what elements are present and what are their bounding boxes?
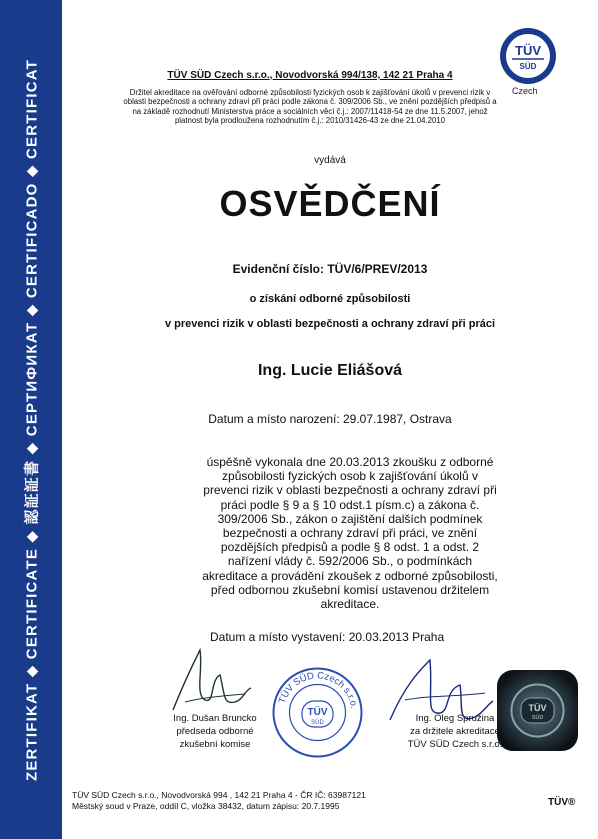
holder-name: Ing. Lucie Eliášová xyxy=(257,362,403,379)
tuv-stamp-icon xyxy=(270,665,365,760)
accreditation-text: Držitel akreditace na ověřování odborné způsobilosti fyzických osob k zajišťování úkolů v prevenci rizik v oblasti bezpečnosti a ochrany zdraví při práci podle zákona č. 309/2006 Sb., ve znění pozdějších předpisů a na základě rozhodnutí Ministerstva práce a sociálních věcí č.j.: 2007/11418-54 ze dne 11.5.2007, jehož platnost byla prodloužena rozhodnutím č.j.: 2010/31426-43 ze dne 21.04.2010 xyxy=(123,88,497,126)
certificate-title: OSVĚDČENÍ xyxy=(219,183,441,224)
issues-label: vydává xyxy=(314,155,346,166)
signatory-right-role2: TÜV SÜD Czech s.r.o. xyxy=(407,739,503,750)
holo-mark-line1: TÜV xyxy=(528,703,547,713)
stamp-ring-text: TÜV SÜD Czech s.r.o. xyxy=(276,670,360,710)
certificate-body: úspěšně vykonala dne 20.03.2013 zkoušku z odborné způsobilosti fyzických osob k zajišťování úkolů v prevenci rizik v oblasti bezpečnosti a ochrany zdraví při práci podle § 9 a § 10 odst.1 písm.c) a zákona č. 309/2006 Sb., zákon o zajištění dalších podmínek bezpečnosti a ochrany zdraví při práci, ve znění pozdějších předpisů a podle § 8 odst. 1 a odst. 2 nařízení vlády č. 592/2006 Sb., o podmínkách akreditace a provádění zkoušek z odborné způsobilosti, před odbornou zkušební komisí ustavenou držitelem akreditace. xyxy=(202,455,498,612)
footer-line1: TÜV SÜD Czech s.r.o., Novodvorská 994 , 142 21 Praha 4 - ČR IČ: 63987121 xyxy=(72,790,366,800)
signatory-right-name: Ing. Oleg Spružina xyxy=(415,713,495,724)
birth-info: Datum a místo narození: 29.07.1987, Ostrava xyxy=(208,412,452,426)
sidebar-text: ZERTIFIKAT ◆ CERTIFICATE ◆ 認証証書 ◆ СЕРТИФИКАТ ◆ CERTIFICADO ◆ CERTIFICAT xyxy=(23,58,41,781)
footer-logo: TÜV® xyxy=(548,797,576,808)
signatory-right-role1: za držitele akreditace xyxy=(410,726,500,737)
stamp-mark-line2: SÜD xyxy=(311,720,324,726)
signatory-left xyxy=(150,712,280,751)
footer-info xyxy=(72,790,366,812)
evidence-number: Evidenční číslo: TÜV/6/PREV/2013 xyxy=(232,262,428,276)
issue-date-place: Datum a místo vystavení: 20.03.2013 Praha xyxy=(210,630,445,644)
logo-mark-line2: SÜD xyxy=(519,62,537,71)
signatory-left-role1: předseda odborné xyxy=(176,726,254,737)
logo-mark-line1: TÜV xyxy=(515,43,541,58)
holo-mark-line2: SÜD xyxy=(531,715,544,721)
qualification-line: o získání odborné způsobilosti xyxy=(249,293,411,305)
logo-caption: Czech xyxy=(512,86,538,96)
footer-line2: Městský soud v Praze, oddíl C, vložka 38432, datum zápisu: 20.7.1995 xyxy=(72,801,340,812)
signatory-left-role2: zkušební komise xyxy=(179,739,251,750)
certificate-sidebar xyxy=(0,0,62,839)
signatory-right xyxy=(395,712,515,751)
signature-left-icon xyxy=(165,640,255,720)
stamp-mark-line1: TÜV xyxy=(307,707,328,718)
issuer-org: TÜV SÜD Czech s.r.o., Novodvorská 994/138, 142 21 Praha 4 xyxy=(167,70,453,81)
field-line: v prevenci rizik v oblasti bezpečnosti a ochrany zdraví při práci xyxy=(164,318,496,330)
signatory-left-name: Ing. Dušan Bruncko xyxy=(173,713,257,724)
svg-text:TÜV SÜD Czech s.r.o. xyxy=(277,670,359,709)
